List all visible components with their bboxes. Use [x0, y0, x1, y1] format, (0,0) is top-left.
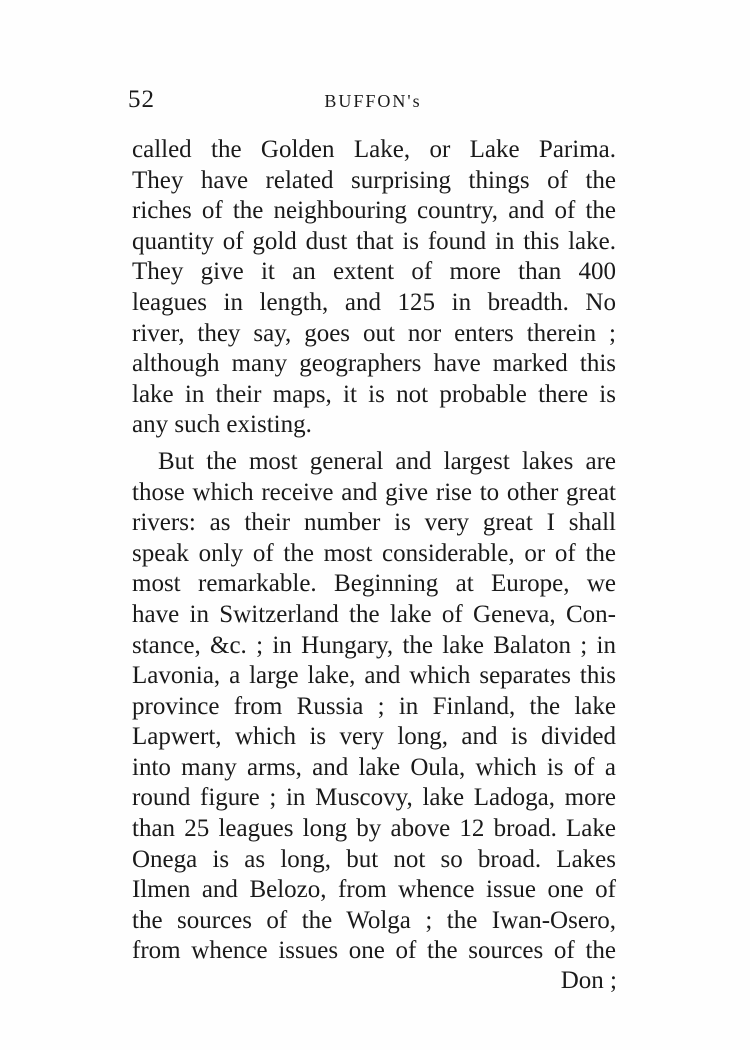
page-number: 52 — [128, 86, 155, 113]
text-line: Ilmen and Belozo, from whence issue one of — [132, 876, 616, 904]
body-text — [132, 135, 616, 967]
text-line: most remarkable. Beginning at Europe, we — [132, 570, 616, 598]
text-line: They have related surprising things of the — [132, 166, 616, 194]
text-line: riches of the neighbouring country, and of the — [132, 197, 616, 225]
text-line: stance, &c. ; in Hungary, the lake Balaton ; in — [132, 631, 616, 659]
text-line: rivers: as their number is very great I shall — [132, 509, 616, 537]
text-line: quantity of gold dust that is found in this lake. — [132, 227, 616, 255]
text-line: But the most general and largest lakes are — [158, 447, 616, 475]
text-line: Onega is as long, but not so broad. Lakes — [132, 845, 616, 873]
text-line: river, they say, goes out nor enters therein ; — [132, 319, 616, 347]
text-line: any such existing. — [132, 411, 312, 439]
text-line: lake in their maps, it is not probable there is — [132, 380, 616, 408]
text-line: into many arms, and lake Oula, which is of a — [132, 753, 616, 781]
text-line: Lavonia, a large lake, and which separates this — [132, 662, 616, 690]
catchword: Don ; — [560, 967, 617, 994]
text-line: They give it an extent of more than 400 — [132, 258, 616, 286]
text-line: round figure ; in Muscovy, lake Ladoga, more — [132, 784, 616, 812]
running-head — [128, 86, 618, 120]
running-title: BUFFON's — [324, 91, 422, 111]
text-line: than 25 leagues long by above 12 broad. Lake — [132, 815, 616, 843]
paragraph-2 — [132, 447, 616, 967]
text-line: the sources of the Wolga ; the Iwan-Osero, — [132, 906, 616, 934]
text-line: leagues in length, and 125 in breadth. No — [132, 288, 616, 316]
text-line: have in Switzerland the lake of Geneva, Con- — [132, 600, 616, 628]
paragraph-1 — [132, 135, 616, 441]
text-line: speak only of the most considerable, or of the — [132, 539, 616, 567]
text-line: from whence issues one of the sources of the — [132, 937, 616, 965]
text-line: called the Golden Lake, or Lake Parima. — [132, 136, 616, 163]
text-line: province from Russia ; in Finland, the lake — [132, 692, 616, 720]
text-line: those which receive and give rise to other great — [132, 478, 616, 506]
text-line: although many geographers have marked this — [132, 350, 616, 378]
text-line: Lapwert, which is very long, and is divided — [132, 723, 616, 751]
